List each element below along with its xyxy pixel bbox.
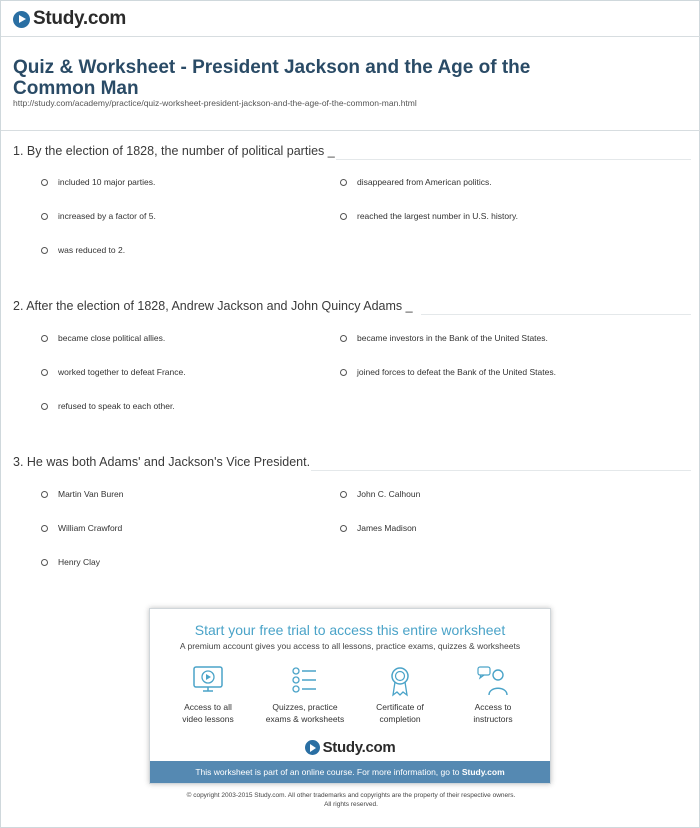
feature-video-lessons bbox=[158, 665, 258, 725]
option-2e[interactable] bbox=[41, 401, 175, 411]
option-1b[interactable] bbox=[340, 177, 492, 187]
radio-button[interactable] bbox=[41, 213, 48, 220]
option-label: James Madison bbox=[357, 523, 417, 533]
question-2: 2. After the election of 1828, Andrew Jackson and John Quincy Adams _ bbox=[13, 299, 413, 313]
option-label: included 10 major parties. bbox=[58, 177, 156, 187]
promo-info-bar bbox=[150, 761, 550, 783]
option-label: increased by a factor of 5. bbox=[58, 211, 156, 221]
checklist-icon bbox=[288, 665, 322, 697]
study-link[interactable]: Study.com bbox=[461, 767, 505, 777]
feature-label: instructors bbox=[473, 714, 513, 724]
option-3a[interactable] bbox=[41, 489, 124, 499]
question-3: 3. He was both Adams' and Jackson's Vice President. bbox=[13, 455, 311, 469]
option-3d[interactable] bbox=[340, 523, 417, 533]
option-2b[interactable] bbox=[340, 333, 548, 343]
question-underline bbox=[311, 470, 691, 471]
option-label: was reduced to 2. bbox=[58, 245, 126, 255]
page-title: Quiz & Worksheet - President Jackson and the Age of the Common Man bbox=[13, 57, 531, 99]
instructor-chat-icon bbox=[476, 665, 510, 697]
feature-certificate bbox=[350, 665, 450, 725]
radio-button[interactable] bbox=[41, 369, 48, 376]
option-1d[interactable] bbox=[340, 211, 518, 221]
promo-subtitle: A premium account gives you access to all lessons, practice exams, quizzes & worksheets bbox=[179, 641, 521, 651]
radio-button[interactable] bbox=[340, 179, 347, 186]
radio-button[interactable] bbox=[340, 335, 347, 342]
feature-label: Access to bbox=[474, 702, 512, 712]
option-label: Martin Van Buren bbox=[58, 489, 124, 499]
option-label: Henry Clay bbox=[58, 557, 101, 567]
page-url: http://study.com/academy/practice/quiz-worksheet-president-jackson-and-the-age-of-the-common-man.html bbox=[13, 98, 417, 108]
feature-label: completion bbox=[379, 714, 421, 724]
feature-label: Access to all bbox=[184, 702, 232, 712]
option-label: William Crawford bbox=[58, 523, 123, 533]
logo-text: Study.com bbox=[322, 739, 396, 756]
rights-line: All rights reserved. bbox=[324, 801, 378, 808]
option-label: refused to speak to each other. bbox=[58, 401, 175, 411]
radio-button[interactable] bbox=[41, 179, 48, 186]
option-2d[interactable] bbox=[340, 367, 556, 377]
option-label: became close political allies. bbox=[58, 333, 166, 343]
option-1c[interactable] bbox=[41, 211, 156, 221]
option-1a[interactable] bbox=[41, 177, 155, 187]
video-screen-icon bbox=[191, 665, 225, 697]
copyright-line: © copyright 2003-2015 Study.com. All other trademarks and copyrights are the property of their respective owners. bbox=[186, 792, 516, 799]
option-2a[interactable] bbox=[41, 333, 165, 343]
option-label: worked together to defeat France. bbox=[58, 367, 186, 377]
option-1e[interactable] bbox=[41, 245, 125, 255]
option-label: John C. Calhoun bbox=[357, 489, 421, 499]
option-label: joined forces to defeat the Bank of the United States. bbox=[357, 367, 556, 377]
option-2c[interactable] bbox=[41, 367, 186, 377]
logo-text: Study.com bbox=[33, 8, 127, 29]
copyright-footer bbox=[1, 791, 700, 809]
feature-label: Certificate of bbox=[376, 702, 424, 712]
promo-bar-text: This worksheet is part of an online course. For more information, go to bbox=[195, 767, 462, 777]
play-circle-icon bbox=[13, 11, 30, 28]
radio-button[interactable] bbox=[41, 525, 48, 532]
option-3e[interactable] bbox=[41, 557, 100, 567]
radio-button[interactable] bbox=[41, 559, 48, 566]
radio-button[interactable] bbox=[340, 213, 347, 220]
radio-button[interactable] bbox=[41, 335, 48, 342]
question-1: 1. By the election of 1828, the number of political parties _ bbox=[13, 144, 335, 158]
option-3b[interactable] bbox=[340, 489, 420, 499]
question-underline bbox=[421, 314, 691, 315]
promo-study-logo[interactable] bbox=[150, 739, 550, 756]
option-label: reached the largest number in U.S. history. bbox=[357, 211, 518, 221]
option-label: became investors in the Bank of the United States. bbox=[357, 333, 548, 343]
radio-button[interactable] bbox=[41, 247, 48, 254]
option-label: disappeared from American politics. bbox=[357, 177, 492, 187]
radio-button[interactable] bbox=[340, 525, 347, 532]
certificate-ribbon-icon bbox=[383, 665, 417, 697]
question-underline bbox=[336, 159, 691, 160]
radio-button[interactable] bbox=[41, 403, 48, 410]
radio-button[interactable] bbox=[340, 369, 347, 376]
feature-quizzes bbox=[255, 665, 355, 725]
header bbox=[1, 1, 700, 37]
radio-button[interactable] bbox=[41, 491, 48, 498]
study-logo[interactable] bbox=[13, 8, 126, 30]
play-circle-icon bbox=[305, 740, 320, 755]
promo-title[interactable]: Start your free trial to access this entire worksheet bbox=[194, 622, 506, 638]
feature-label: exams & worksheets bbox=[265, 714, 345, 724]
feature-instructors bbox=[443, 665, 543, 725]
feature-label: Quizzes, practice bbox=[272, 702, 338, 712]
radio-button[interactable] bbox=[340, 491, 347, 498]
divider bbox=[1, 130, 700, 131]
free-trial-promo[interactable] bbox=[149, 608, 551, 784]
feature-label: video lessons bbox=[182, 714, 234, 724]
option-3c[interactable] bbox=[41, 523, 122, 533]
